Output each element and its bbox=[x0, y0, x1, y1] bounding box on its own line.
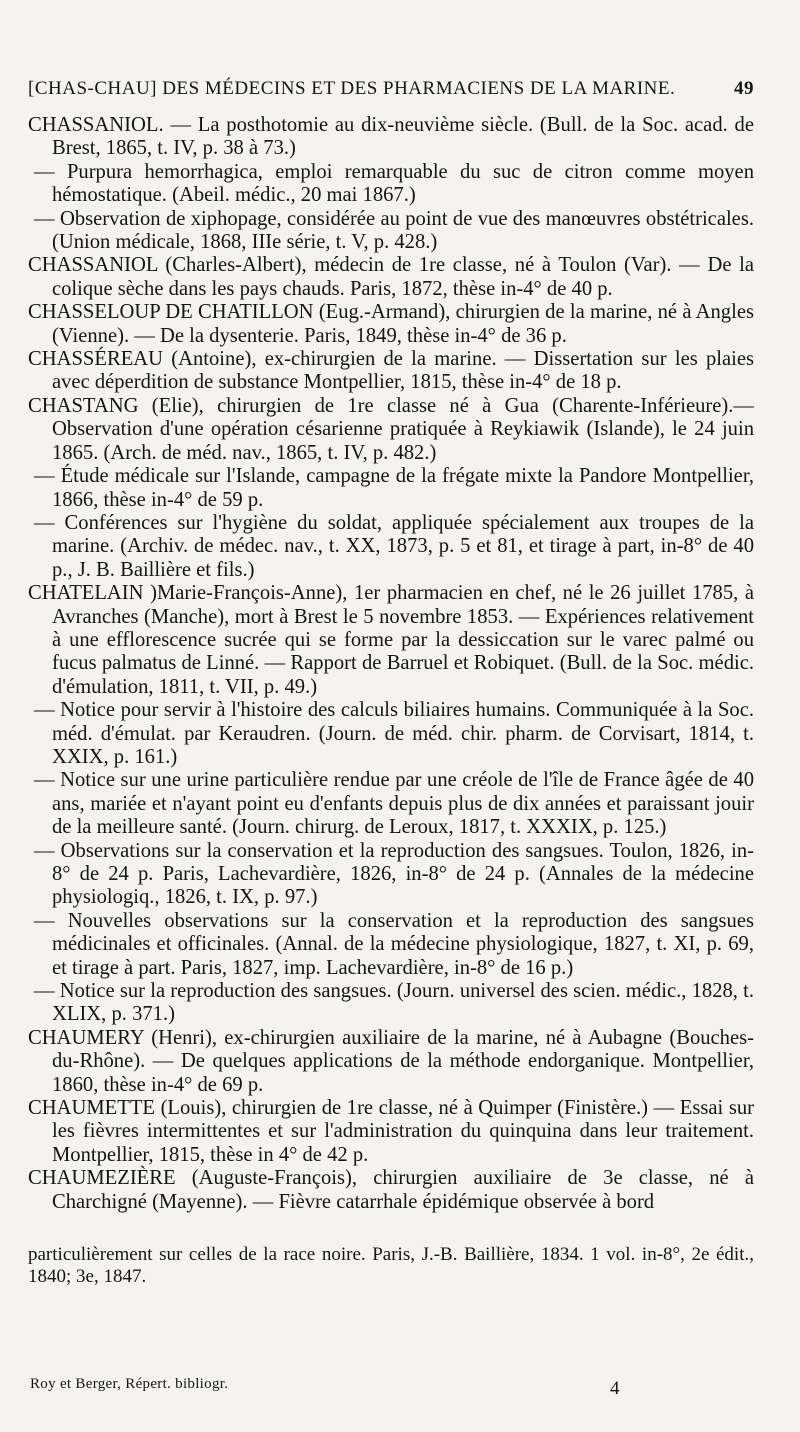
bibliography-entry: CHATELAIN )Marie-François-Anne), 1er pharmacien en chef, né le 26 juillet 1785, à Avranches (Manche), mort à Brest le 5 novembre 1853. — Expériences relativement à une efflorescence sucrée qui se forme par la dessiccation sur le varec palmé ou fucus palmatus de Linné. — Rapport de Barruel et Robiquet. (Bull. de la Soc. médic. d'émulation, 1811, t. VII, p. 49.) bbox=[28, 582, 754, 698]
bibliography-entry: CHASSANIOL. — La posthotomie au dix-neuvième siècle. (Bull. de la Soc. acad. de Brest, 1865, t. IV, p. 38 à 73.) bbox=[28, 114, 754, 160]
bibliography-entry: CHASSELOUP DE CHATILLON (Eug.-Armand), chirurgien de la marine, né à Angles (Vienne). — De la dysenterie. Paris, 1849, thèse in-4° de 36 p. bbox=[28, 301, 754, 347]
bibliography-entry: — Observation de xiphopage, considérée au point de vue des manœuvres obstétricales. (Union médicale, 1868, IIIe série, t. V, p. 428.) bbox=[34, 207, 754, 254]
bibliography-entry: — Nouvelles observations sur la conservation et la reproduction des sangsues médicinales et officinales. (Annal. de la médecine physiologique, 1827, t. XI, p. 69, et tirage à part. Paris, 1827, imp. Lachevardière, in-8° de 16 p.) bbox=[34, 909, 754, 979]
bibliography-entry: CHAUMERY (Henri), ex-chirurgien auxiliaire de la marine, né à Aubagne (Bouches-du-Rhône). — De quelques applications de la méthode endorganique. Montpellier, 1860, thèse in-4° de 69 p. bbox=[28, 1026, 754, 1096]
bibliography-entry: — Notice sur la reproduction des sangsues. (Journ. universel des scien. médic., 1828, t. XLIX, p. 371.) bbox=[34, 980, 754, 1026]
signature-number: 4 bbox=[610, 1378, 620, 1399]
bibliography-entry: CHAUMEZIÈRE (Auguste-François), chirurgien auxiliaire de 3e classe, né à Charchigné (Mayenne). — Fièvre catarrhale épidémique observée à bord bbox=[28, 1167, 754, 1213]
bibliography-entry: — Observations sur la conservation et la reproduction des sangsues. Toulon, 1826, in-8° de 24 p. Paris, Lachevardière, 1826, in-8° de 24 p. (Annales de la médecine physiologiq., 1826, t. IX, p. 97.) bbox=[34, 839, 754, 909]
bibliography-entry: — Conférences sur l'hygiène du soldat, appliquée spécialement aux troupes de la marine. (Archiv. de médec. nav., t. XX, 1873, p. 5 et 81, et tirage à part, in-8° de 40 p., J. B. Baillière et fils.) bbox=[34, 511, 754, 581]
running-header bbox=[28, 78, 754, 100]
entries-list bbox=[28, 114, 754, 1214]
bibliography-entry: — Purpura hemorrhagica, emploi remarquable du suc de citron comme moyen hémostatique. (Abeil. médic., 20 mai 1867.) bbox=[34, 160, 754, 207]
header-title: [CHAS-CHAU] DES MÉDECINS ET DES PHARMACIENS DE LA MARINE. bbox=[28, 78, 676, 99]
bibliography-entry: CHASTANG (Elie), chirurgien de 1re classe né à Gua (Charente-Inférieure).— Observation d'une opération césarienne pratiquée à Reykiawik (Islande), le 24 juin 1865. (Arch. de méd. nav., 1865, t. IV, p. 482.) bbox=[28, 394, 754, 464]
bibliography-entry: — Notice pour servir à l'histoire des calculs biliaires humains. Communiquée à la Soc. méd. d'émulat. par Keraudren. (Journ. de méd. chir. pharm. de Corvisart, 1814, t. XXIX, p. 161.) bbox=[34, 699, 754, 768]
footnote-text: particulièrement sur celles de la race noire. Paris, J.-B. Baillière, 1834. 1 vol. in-8°, 2e édit., 1840; 3e, 1847. bbox=[28, 1244, 754, 1288]
bibliography-entry: CHASSANIOL (Charles-Albert), médecin de 1re classe, né à Toulon (Var). — De la colique sèche dans les pays chauds. Paris, 1872, thèse in-4° de 40 p. bbox=[28, 254, 754, 300]
page-number: 49 bbox=[734, 78, 754, 99]
bibliography-entry: — Notice sur une urine particulière rendue par une créole de l'île de France âgée de 40 ans, mariée et n'ayant point eu d'enfants depuis plus de dix années et paraissant jouir de la meilleure santé. (Journ. chirurg. de Leroux, 1817, t. XXXIX, p. 125.) bbox=[34, 769, 754, 839]
bibliography-entry: CHAUMETTE (Louis), chirurgien de 1re classe, né à Quimper (Finistère.) — Essai sur les fièvres intermittentes et sur l'administration du quinquina dans leur traitement. Montpellier, 1815, thèse in 4° de 42 p. bbox=[28, 1097, 754, 1166]
bibliography-entry: CHASSÉREAU (Antoine), ex-chirurgien de la marine. — Dissertation sur les plaies avec déperdition de substance Montpellier, 1815, thèse in-4° de 18 p. bbox=[28, 348, 754, 394]
printer-signature: Roy et Berger, Répert. bibliogr. bbox=[30, 1376, 229, 1392]
bibliography-entry: — Étude médicale sur l'Islande, campagne de la frégate mixte la Pandore Montpellier, 1866, thèse in-4° de 59 p. bbox=[34, 465, 754, 511]
